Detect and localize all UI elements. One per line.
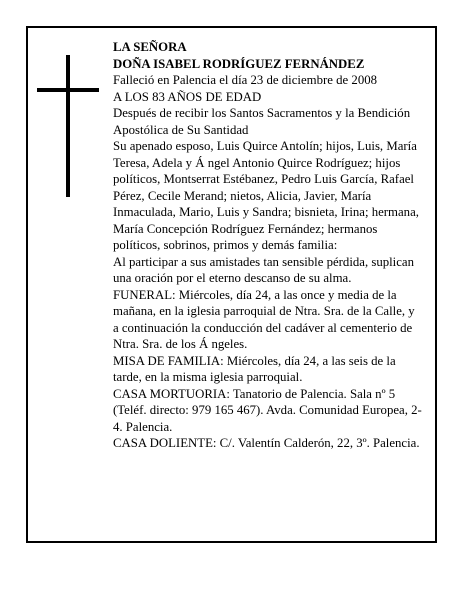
obituary-text (113, 39, 423, 452)
deceased-name: DOÑA ISABEL RODRÍGUEZ FERNÁNDEZ (113, 56, 365, 71)
family-paragraph: Su apenado esposo, Luis Quirce Antolín; hijos, Luis, María Teresa, Adela y Á ngel Antonio Quirce Rodríguez; hijos políticos, Montserrat Estébanez, Pedro Luis García, Rafael Pérez, Cecile Merand; nietos, Alicia, Javier, María Inmaculada, Mario, Luis y Sandra; bisnieta, Irina; hermana, María Concepción Rodríguez Fernández; hermanos políticos, sobrinos, primos y demás familia: (113, 139, 419, 252)
cross-horizontal-bar (37, 88, 99, 92)
cross-vertical-bar (66, 55, 70, 197)
prayer-paragraph: Al participar a sus amistades tan sensible pérdida, suplican una oración por el eterno descanso de su alma. (113, 254, 414, 285)
funeral-paragraph: FUNERAL: Miércoles, día 24, a las once y media de la mañana, en la iglesia parroquial de Ntra. Sra. de la Calle, y a continuación la conducción del cadáver al cementerio de Ntra. Sra. de los Á ngeles. (113, 287, 415, 351)
family-mass-paragraph: MISA DE FAMILIA: Miércoles, día 24, a las seis de la tarde, en la misma iglesia parroquial. (113, 353, 396, 384)
age-at-death: A LOS 83 AÑOS DE EDAD (113, 89, 262, 104)
mourning-home-paragraph: CASA DOLIENTE: C/. Valentín Calderón, 22, 3º. Palencia. (113, 436, 420, 450)
sacraments-paragraph: Después de recibir los Santos Sacramentos y la Bendición Apostólica de Su Santidad (113, 106, 411, 137)
mortuary-paragraph: CASA MORTUORIA: Tanatorio de Palencia. Sala nº 5 (Teléf. directo: 979 165 467). Avda. Comunidad Europea, 2-4. Palencia. (113, 386, 422, 434)
notice-title: LA SEÑORA (113, 40, 187, 54)
death-details: Falleció en Palencia el día 23 de diciembre de 2008 (113, 73, 378, 87)
